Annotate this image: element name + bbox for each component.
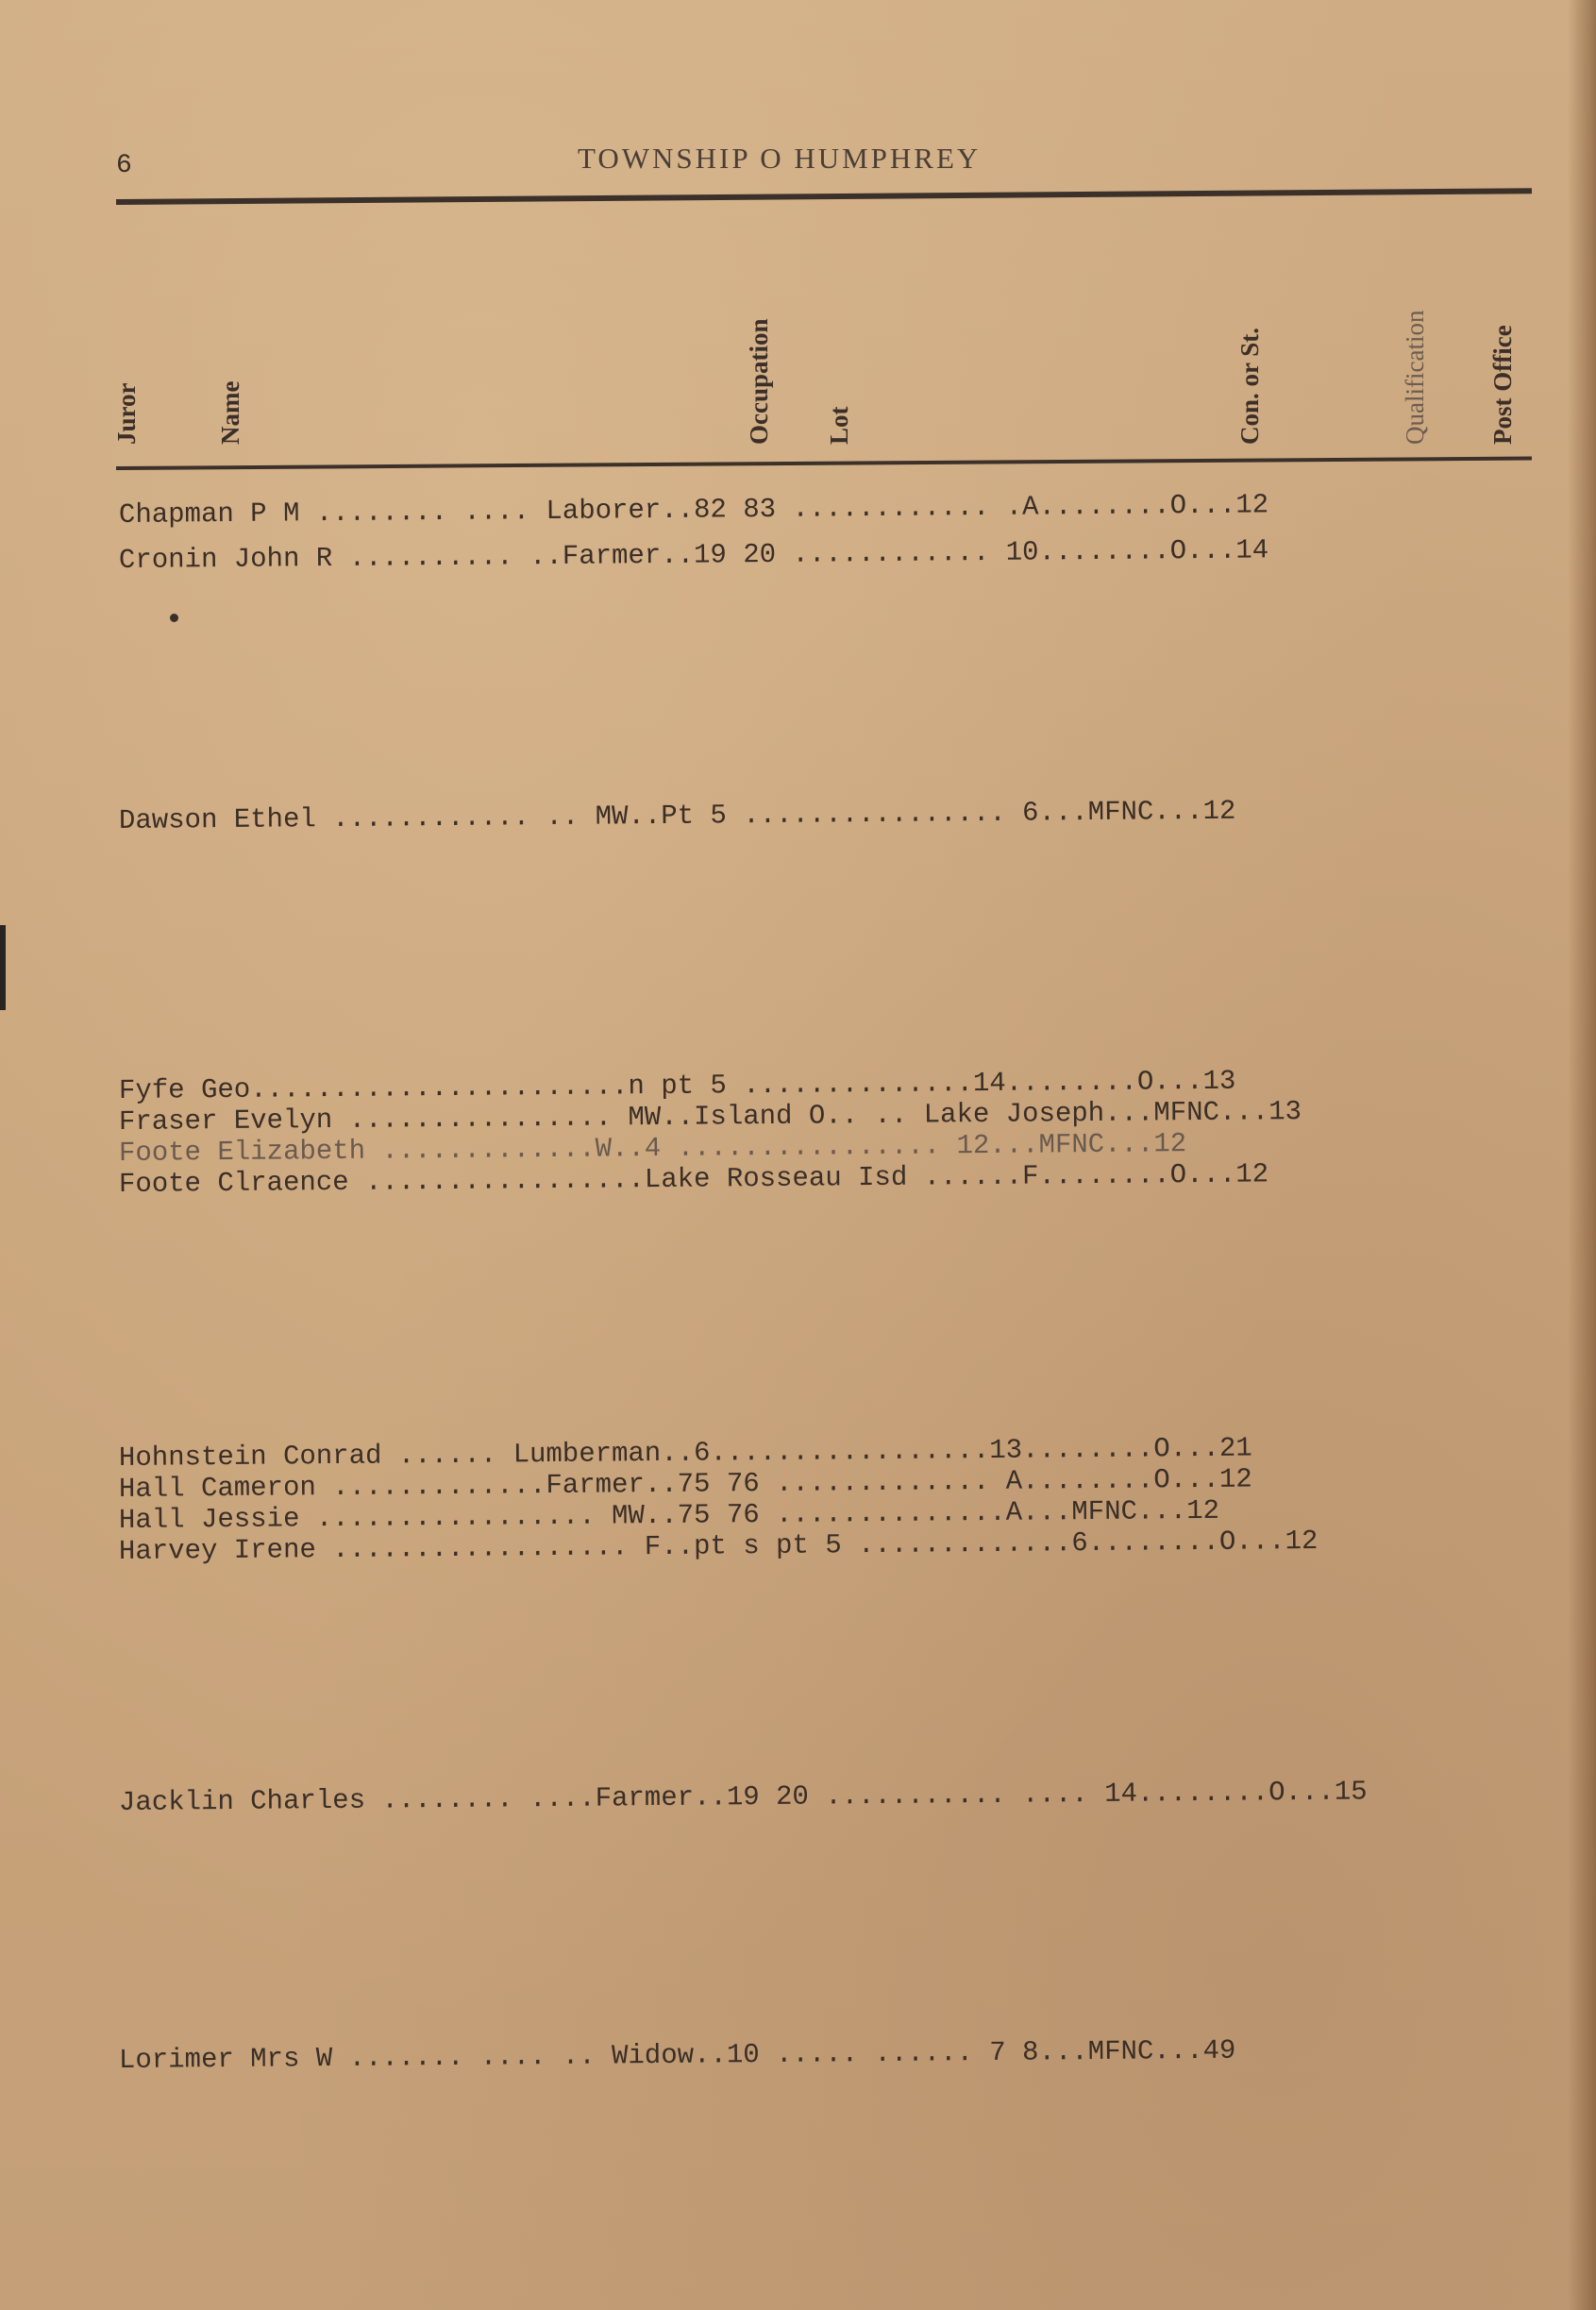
binding-mark xyxy=(0,925,6,1010)
column-header-rule xyxy=(116,457,1532,470)
juror-entry: Hall Cameron .............Farmer..75 76 ............. A........O...12 xyxy=(118,1463,1252,1505)
juror-entry: Cronin John R .......... ..Farmer..19 20 ............ 10........O...14 xyxy=(118,534,1269,576)
page-number: 6 xyxy=(116,151,132,180)
juror-entry: Harvey Irene .................. F..pt s pt 5 .............6........O...12 xyxy=(118,1525,1319,1567)
page-edge-shadow xyxy=(1568,0,1596,2310)
juror-entry: Fraser Evelyn ................ MW..Island O.. .. Lake Joseph...MFNC...13 xyxy=(118,1096,1302,1138)
header-rule xyxy=(116,188,1532,205)
juror-entry: Foote Clraence .................Lake Rosseau Isd ......F........O...12 xyxy=(118,1158,1269,1200)
juror-entry: Hall Jessie ................. MW..75 76 ..............A...MFNC...12 xyxy=(118,1494,1220,1536)
column-header-juror: Juror xyxy=(112,382,141,445)
column-header-qualification: Qualification xyxy=(1401,310,1429,445)
juror-entry: Lorimer Mrs W ....... .... .. Widow..10 ..... ...... 7 8...MFNC...49 xyxy=(118,2034,1236,2076)
juror-entry: Foote Elizabeth .............W..4 ................ 12...MFNC...12 xyxy=(118,1128,1187,1169)
column-header-occupation: Occupation xyxy=(745,318,773,445)
ink-speck xyxy=(170,614,178,622)
column-header-lot: Lot xyxy=(825,406,853,445)
running-head: TOWNSHIP O HUMPHREY xyxy=(578,142,982,175)
juror-entry: Jacklin Charles ........ ....Farmer..19 20 ........... .... 14........O...15 xyxy=(118,1776,1368,1818)
column-header-post-office: Post Office xyxy=(1488,325,1517,445)
juror-entry: Dawson Ethel ............ .. MW..Pt 5 ................ 6...MFNC...12 xyxy=(118,795,1236,836)
column-header-con-or-st: Con. or St. xyxy=(1235,327,1264,445)
juror-entry: Hohnstein Conrad ...... Lumberman..6.................13........O...21 xyxy=(118,1432,1252,1474)
juror-entry: Fyfe Geo.......................n pt 5 ..............14........O...13 xyxy=(118,1065,1236,1106)
column-header-name: Name xyxy=(216,380,244,445)
juror-entry: Chapman P M ........ .... Laborer..82 83 ............ .A........O...12 xyxy=(118,489,1269,531)
